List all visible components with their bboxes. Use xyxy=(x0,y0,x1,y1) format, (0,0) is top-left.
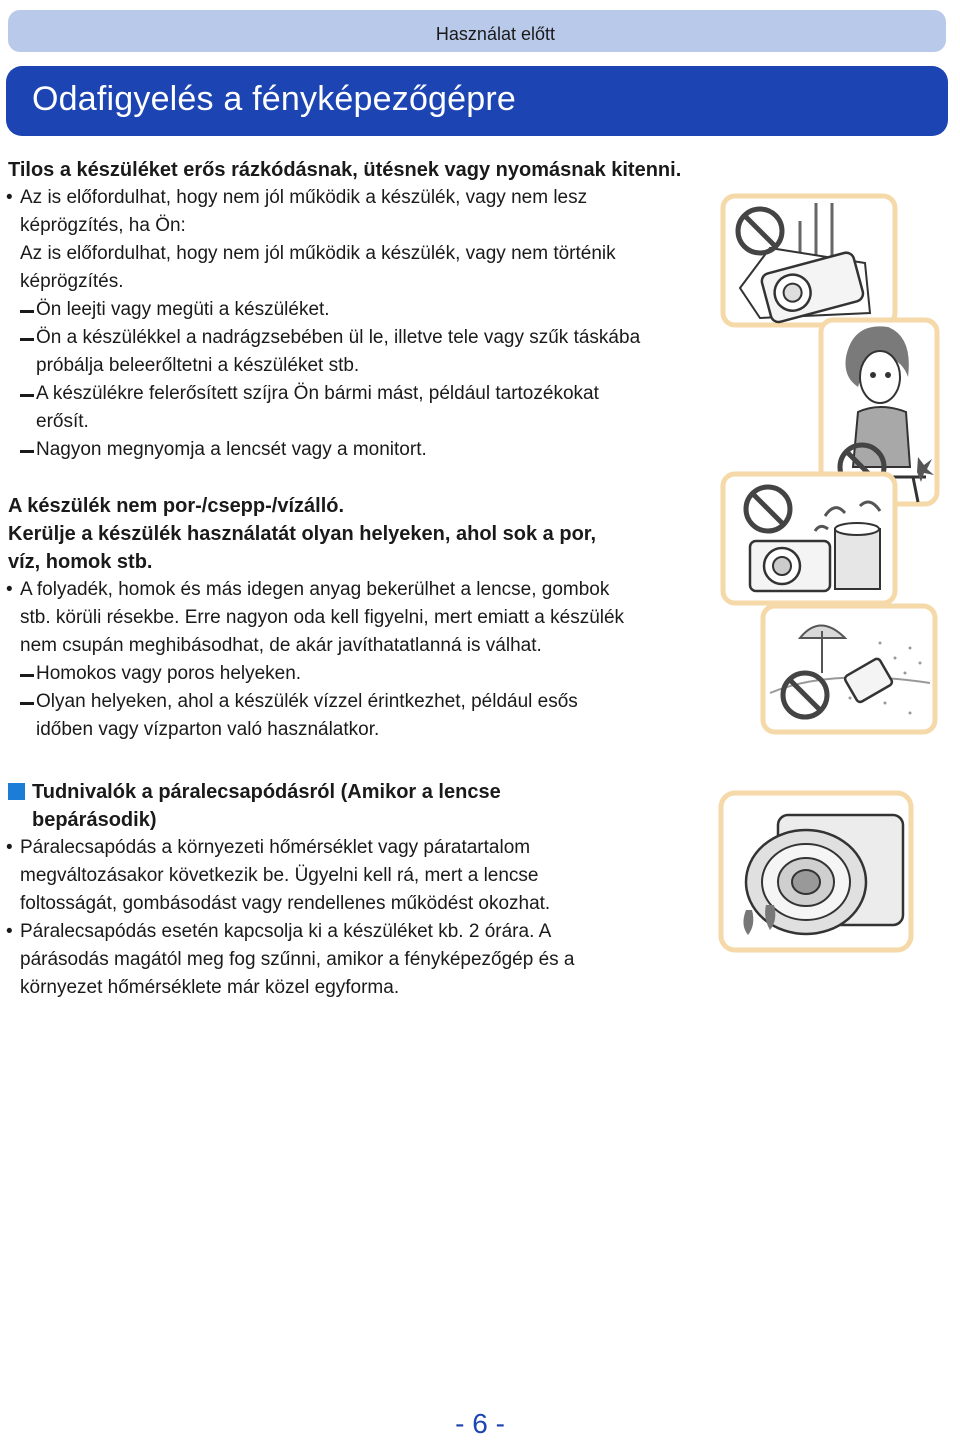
section1-bullet-line: képrögzítés, ha Ön: xyxy=(20,215,186,236)
dash-marker xyxy=(0,688,40,716)
water-splash-illustration xyxy=(720,471,898,606)
section2-bullet-line: stb. körüli résekbe. Erre nagyon oda kell figyelni, mert emiatt a készülék xyxy=(20,607,625,628)
dash-marker xyxy=(0,296,40,324)
section3-heading: Tudnivalók a páralecsapódásról (Amikor a lencse xyxy=(32,781,501,803)
section1-dash-item: Nagyon megnyomja a lencsét vagy a monitort. xyxy=(36,439,427,460)
section1-dash-item: erősít. xyxy=(36,411,89,432)
section-label: Használat előtt xyxy=(435,24,555,44)
section2-heading: Kerülje a készülék használatát olyan helyeken, ahol sok a por, xyxy=(8,523,597,545)
drop-camera-illustration xyxy=(720,193,898,328)
bullet-symbol: • xyxy=(6,837,13,858)
section2-heading: víz, homok stb. xyxy=(8,551,153,573)
page-title: Odafigyelés a fényképezőgépre xyxy=(32,80,517,118)
section3-bullet-line: környezet hőmérséklete már közel egyforma. xyxy=(20,977,400,998)
page-number: - 6 - xyxy=(455,1408,505,1439)
section3-bullet-line: megváltozásakor következik be. Ügyelni kell rá, mert a lencse xyxy=(20,865,539,886)
section2-dash-item: időben vagy vízparton való használatkor. xyxy=(36,719,380,740)
section1-dash-item: Ön leejti vagy megüti a készüléket. xyxy=(36,299,330,320)
section1-dash-item: A készülékre felerősített szíjra Ön bármi mást, például tartozékokat xyxy=(36,383,599,404)
section2-bullet-line: nem csupán meghibásodhat, de akár javíthatatlanná is válhat. xyxy=(20,635,542,656)
section1-dash-item: Ön a készülékkel a nadrágzsebében ül le, illetve tele vagy szűk táskába xyxy=(36,327,641,348)
bullet-symbol: • xyxy=(6,921,13,942)
section3-bullet-line: foltosságát, gombásodást vagy rendellenes működést okozhat. xyxy=(20,893,551,914)
section1-dash-item: próbálja beleerőltetni a készüléket stb. xyxy=(36,355,360,376)
section1-bullet-line: képrögzítés. xyxy=(20,271,124,292)
section3-bullet-line: párásodás magától meg fog szűnni, amikor a fényképezőgép és a xyxy=(20,949,575,970)
section3-bullet-line: Páralecsapódás a környezeti hőmérséklet vagy páratartalom xyxy=(20,837,531,858)
dash-marker xyxy=(0,660,40,688)
beach-sand-illustration xyxy=(760,603,938,735)
bullet-symbol: • xyxy=(6,187,13,208)
foggy-lens-illustration xyxy=(718,790,914,953)
bullet-symbol: • xyxy=(6,579,13,600)
section1-bullet-line: Az is előfordulhat, hogy nem jól működik a készülék, vagy nem történik xyxy=(20,243,616,264)
section3-bullet-line: Páralecsapódás esetén kapcsolja ki a készüléket kb. 2 órára. A xyxy=(20,921,552,942)
section2-heading: A készülék nem por-/csepp-/vízálló. xyxy=(8,495,345,517)
section-marker-square xyxy=(8,783,25,800)
section3-heading: bepárásodik) xyxy=(32,809,157,831)
section1-heading: Tilos a készüléket erős rázkódásnak, ütésnek vagy nyomásnak kitenni. xyxy=(8,159,682,181)
dash-marker xyxy=(0,380,40,408)
section2-dash-item: Olyan helyeken, ahol a készülék vízzel érintkezhet, például esős xyxy=(36,691,578,712)
section1-bullet-line: Az is előfordulhat, hogy nem jól működik a készülék, vagy nem lesz xyxy=(20,187,588,208)
section2-bullet-line: A folyadék, homok és más idegen anyag bekerülhet a lencse, gombok xyxy=(20,579,610,600)
section2-dash-item: Homokos vagy poros helyeken. xyxy=(36,663,302,684)
dash-marker xyxy=(0,436,40,464)
dash-marker xyxy=(0,324,40,352)
